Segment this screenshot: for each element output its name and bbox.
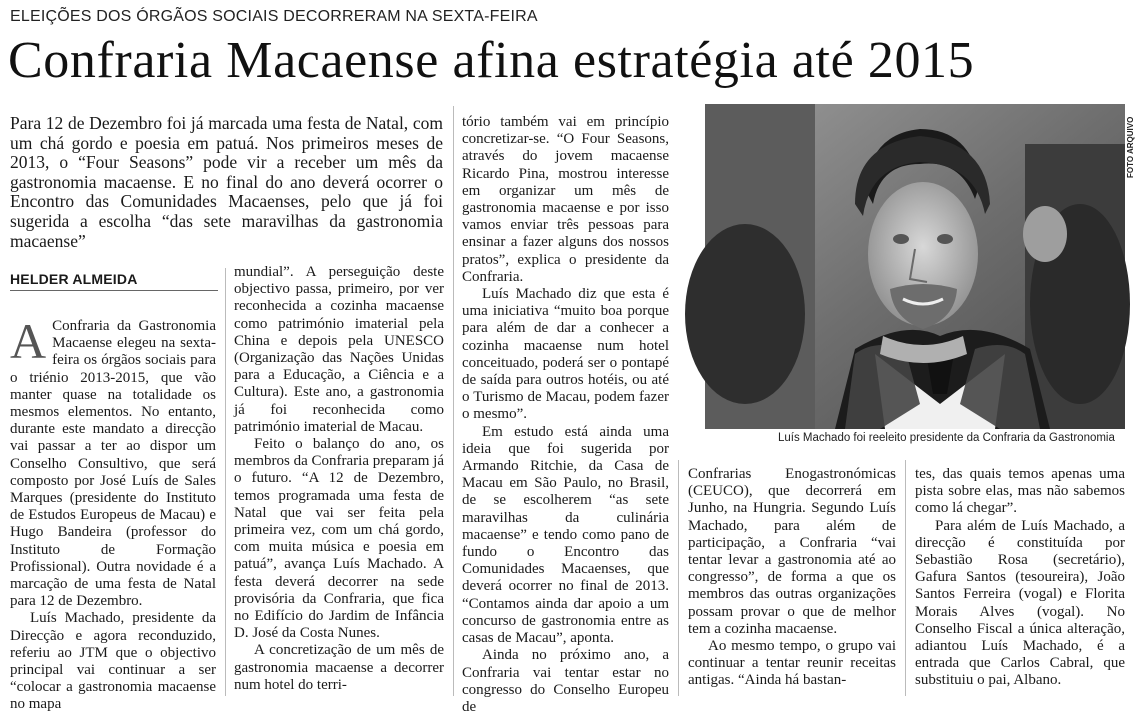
column-divider	[225, 268, 226, 696]
drop-cap: A	[10, 313, 47, 369]
portrait-photo	[705, 104, 1125, 429]
paragraph: mundial”. A perseguição deste objectivo passa, primeiro, por ver reconhecida a cozinha macaense como património imaterial pela China e depois pela UNESCO (Organização das Nações Unidas para a Educação, a Ciência e a Cultura). Este ano, a gastronomia já foi reconhecida como património imaterial de Macau.	[234, 264, 444, 435]
paragraph: tório também vai em princípio concretizar-se. “O Four Seasons, através do jovem macaense Ricardo Pina, mostrou interesse em organizar um mês de gastronomia macaense e por isso vamos enviar três pessoas para ensinar a fazer alguns dos nossos pratos”, explica o presidente da Confraria.	[462, 114, 669, 285]
kicker: ELEIÇÕES DOS ÓRGÃOS SOCIAIS DECORRERAM NA SEXTA-FEIRA	[10, 8, 538, 25]
article-column-1	[10, 313, 216, 713]
paragraph: A concretização de um mês de gastronomia macaense a decorrer num hotel do terri-	[234, 642, 444, 693]
article-column-2	[234, 264, 444, 696]
paragraph: Luís Machado diz que esta é uma iniciativa “muito boa porque para além de dar a conhecer a cozinha macaense num hotel conceituado, poderá ser o pontapé de saída para outros hotéis, ou até o Turismo de Macau, podem fazer o mesmo”.	[462, 286, 669, 423]
paragraph: Feito o balanço do ano, os membros da Confraria preparam já o futuro. “A 12 de Dezembro, temos programada uma festa de Natal que vai ser feita pela primeira vez, com um chá gordo, com muita música e poesia em patuá”, avança Luís Machado. A festa deverá decorrer na sede provisória da Confraria, que fica no Edifício do Jardim de Infância D. José da Costa Nunes.	[234, 436, 444, 642]
photo-credit: FOTO ARQUIVO	[1126, 116, 1135, 178]
paragraph: Em estudo está ainda uma ideia que foi sugerida por Armando Ritchie, da Casa de Macau em São Paulo, no Brasil, de se escolherem “as sete maravilhas da culinária macaense” e tendo como pano de fundo o Encontro das Comunidades Macaenses, que deverá ocorrer no final de 2013. “Contamos ainda dar apoio a um concurso de gastronomia entre as casas de Macau”, aponta.	[462, 423, 669, 647]
column-divider	[678, 460, 679, 696]
paragraph: A Confraria da Gastronomia Macaense elegeu na sexta-feira os órgãos sociais para o triénio 2013-2015, que vão manter quase na totalidade os mesmos elementos. No entanto, durante este mandato a direcção vai passar a ter ao dispor um Conselho Consultivo, que será composto por José Luís de Sales Marques (presidente do Instituto de Estudos Europeus de Macau) e Hugo Bandeira (professor do Instituto de Formação Profissional). Outra novidade é a marcação de uma festa de Natal para 12 de Dezembro.	[10, 313, 216, 610]
paragraph: Ao mesmo tempo, o grupo vai continuar a tentar reunir receitas antigas. “Ainda há bastan-	[688, 638, 896, 689]
column-divider	[453, 106, 454, 696]
paragraph: Luís Machado, presidente da Direcção e agora reconduzido, referiu ao JTM que o objectivo principal vai continuar a ser “colocar a gastronomia macaense no mapa	[10, 610, 216, 713]
paragraph: tes, das quais temos apenas uma pista sobre elas, mas não sabemos como lá chegar”.	[915, 466, 1125, 517]
paragraph: Para além de Luís Machado, a direcção é constituída por Sebastião Rosa (secretário), Gafura Santos (tesoureira), João Santos Ferreira (vogal) e Florita Morais Alves (vogal). No Conselho Fiscal a única alteração, adiantou Luís Machado, é a entrada que Carlos Cabral, que substituiu o pai, Albano.	[915, 517, 1125, 689]
paragraph: Ainda no próximo ano, a Confraria vai tentar estar no congresso do Conselho Europeu de	[462, 647, 669, 715]
column-divider	[905, 460, 906, 696]
article-column-4	[688, 466, 896, 696]
byline-rule	[10, 290, 218, 291]
headline: Confraria Macaense afina estratégia até 2015	[8, 32, 975, 89]
article-column-5	[915, 466, 1125, 696]
article-column-3	[462, 114, 669, 715]
photo-caption: Luís Machado foi reeleito presidente da Confraria da Gastronomia	[778, 432, 1115, 444]
byline: HELDER ALMEIDA	[10, 271, 138, 287]
paragraph: Confrarias Enogastronómicas (CEUCO), que decorrerá em Junho, na Hungria. Segundo Luís Machado, para além de participação, a Confraria “vai tentar levar a gastronomia até ao congresso”, de forma a que os membros das outras organizações possam provar o que de melhor tem a cozinha macaense.	[688, 466, 896, 637]
portrait-illustration	[705, 104, 1125, 429]
lead-paragraph: Para 12 de Dezembro foi já marcada uma festa de Natal, com um chá gordo e poesia em patuá. Nos primeiros meses de 2013, o “Four Seasons” pode vir a receber um mês da gastronomia macaense. E no final do ano deverá ocorrer o Encontro das Comunidades Macaenses, pelo que já foi sugerida a escolha “das sete maravilhas da gastronomia macaense”	[10, 113, 443, 251]
